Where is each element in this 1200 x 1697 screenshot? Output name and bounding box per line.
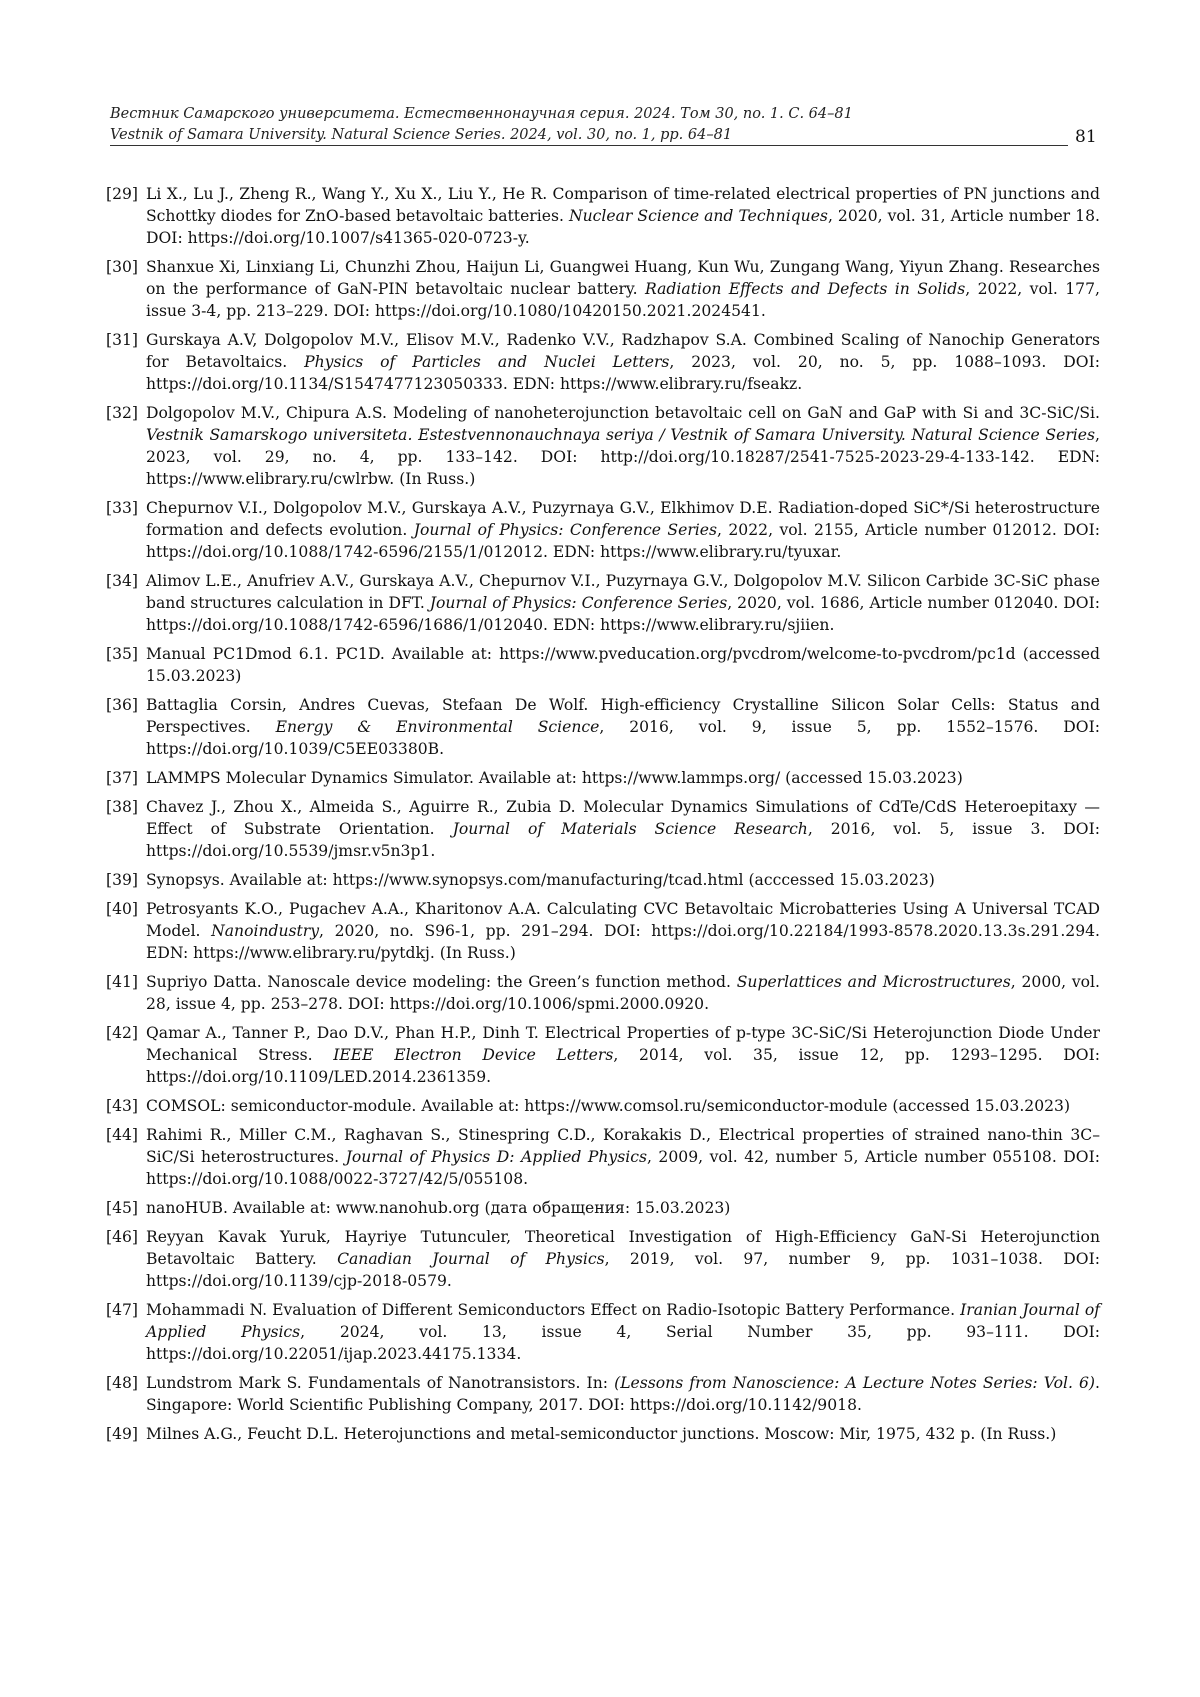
reference-item [106, 402, 1100, 490]
reference-item [106, 643, 1100, 687]
reference-text [146, 971, 1100, 1015]
header-rule [110, 145, 1068, 146]
reference-details: , 2020, vol. 1686, Article number 012040. DOI: https://doi.org/10.1088/1742-6596/1686/1/012040. EDN: https://www.elibrary.ru/sjiien. [146, 594, 1100, 634]
reference-item [106, 694, 1100, 760]
reference-authors-title: Milnes A.G., Feucht D.L. Heterojunctions and metal-semiconductor junctions. Moscow: Mir, 1975, 432 p. (In Russ.) [146, 1425, 1057, 1443]
reference-text [146, 869, 1100, 891]
reference-number: [47] [106, 1301, 139, 1319]
reference-journal: Nuclear Science and Techniques [568, 207, 828, 225]
reference-item [106, 1095, 1100, 1117]
reference-journal: IEEE Electron Device Letters [333, 1046, 614, 1064]
reference-number: [31] [106, 331, 139, 349]
reference-text [146, 570, 1100, 636]
reference-item [106, 898, 1100, 964]
reference-journal: (Lessons from Nanoscience: A Lecture Notes Series: Vol. 6) [614, 1374, 1096, 1392]
reference-details: , 2023, vol. 29, no. 4, pp. 133–142. DOI: http://doi.org/10.18287/2541-7525-2023-29-4-133-142. EDN: https://www.elibrary.ru/cwlrbw. (In Russ.) [146, 426, 1100, 488]
reference-journal: Journal of Physics D: Applied Physics [345, 1148, 647, 1166]
reference-item [106, 1423, 1100, 1445]
reference-authors-title: Shanxue Xi, Linxiang Li, Chunzhi Zhou, Haijun Li, Guangwei Huang, Kun Wu, Zungang Wang, Yiyun Zhang. Researches on the performance of GaN-PIN betavoltaic nuclear battery. [146, 258, 1100, 298]
reference-authors-title: Chepurnov V.I., Dolgopolov M.V., Gurskaya A.V., Puzyrnaya G.V., Elkhimov D.E. Radiation-doped SiC*/Si heterostructure formation and defects evolution. [146, 499, 1100, 539]
reference-number: [45] [106, 1199, 139, 1217]
reference-number: [41] [106, 973, 139, 991]
reference-text [146, 1197, 1100, 1219]
reference-text [146, 898, 1100, 964]
reference-authors-title: Alimov L.E., Anufriev A.V., Gurskaya A.V., Chepurnov V.I., Puzyrnaya G.V., Dolgopolov M.V. Silicon Carbide 3C-SiC phase band structures calculation in DFT. [146, 572, 1100, 612]
reference-authors-title: Rahimi R., Miller C.M., Raghavan S., Stinespring C.D., Korakakis D., Electrical properties of strained nano-thin 3C–SiC/Si heterostructures. [146, 1126, 1100, 1166]
reference-details: , 2016, vol. 9, issue 5, pp. 1552–1576. DOI: https://doi.org/10.1039/C5EE03380B. [146, 718, 1100, 758]
reference-number: [33] [106, 499, 139, 517]
reference-journal: Superlattices and Microstructures [736, 973, 1011, 991]
reference-number: [40] [106, 900, 139, 918]
reference-number: [42] [106, 1024, 139, 1042]
reference-text [146, 497, 1100, 563]
reference-authors-title: Reyyan Kavak Yuruk, Hayriye Tutunculer, Theoretical Investigation of High-Efficiency GaN-Si Heterojunction Betavoltaic Battery. [146, 1228, 1100, 1268]
reference-journal: Radiation Effects and Defects in Solids [645, 280, 966, 298]
reference-item [106, 183, 1100, 249]
reference-number: [37] [106, 769, 139, 787]
reference-number: [44] [106, 1126, 139, 1144]
reference-journal: Iranian Journal of Applied Physics [146, 1301, 1100, 1341]
reference-details: , 2020, vol. 31, Article number 18. DOI: https://doi.org/10.1007/s41365-020-0723-y. [146, 207, 1100, 247]
reference-text [146, 1124, 1100, 1190]
reference-number: [48] [106, 1374, 139, 1392]
reference-number: [43] [106, 1097, 139, 1115]
reference-details: , 2009, vol. 42, number 5, Article number 055108. DOI: https://doi.org/10.1088/0022-3727/42/5/055108. [146, 1148, 1101, 1188]
reference-text [146, 643, 1100, 687]
reference-number: [38] [106, 798, 139, 816]
reference-number: [49] [106, 1425, 139, 1443]
reference-authors-title: Battaglia Corsin, Andres Cuevas, Stefaan De Wolf. High-efficiency Crystalline Silicon Solar Cells: Status and Perspectives. [146, 696, 1100, 736]
reference-number: [35] [106, 645, 139, 663]
reference-details: , 2016, vol. 5, issue 3. DOI: https://doi.org/10.5539/jmsr.v5n3p1. [146, 820, 1101, 860]
reference-authors-title: Synopsys. Available at: https://www.synopsys.com/manufacturing/tcad.html (acccessed 15.03.2023) [146, 871, 935, 889]
reference-details: , 2022, vol. 177, issue 3-4, pp. 213–229. DOI: https://doi.org/10.1080/10420150.2021.2024541. [146, 280, 1100, 320]
reference-text [146, 796, 1100, 862]
reference-number: [34] [106, 572, 139, 590]
reference-journal: Energy & Environmental Science [275, 718, 600, 736]
reference-item [106, 1124, 1100, 1190]
reference-details: , 2022, vol. 2155, Article number 012012. DOI: https://doi.org/10.1088/1742-6596/2155/1/012012. EDN: https://www.elibrary.ru/tyuxar. [146, 521, 1100, 561]
reference-item [106, 1372, 1100, 1416]
reference-item [106, 869, 1100, 891]
reference-authors-title: Petrosyants K.O., Pugachev A.A., Kharitonov A.A. Calculating CVC Betavoltaic Microbatteries Using A Universal TCAD Model. [146, 900, 1100, 940]
reference-text [146, 767, 1100, 789]
reference-text [146, 1226, 1100, 1292]
reference-authors-title: Li X., Lu J., Zheng R., Wang Y., Xu X., Liu Y., He R. Comparison of time-related electrical properties of PN junctions and Schottky diodes for ZnO-based betavoltaic batteries. [146, 185, 1100, 225]
reference-authors-title: Mohammadi N. Evaluation of Different Semiconductors Effect on Radio-Isotopic Battery Performance. [146, 1301, 961, 1319]
reference-item [106, 497, 1100, 563]
reference-journal: Journal of Physics: Conference Series [413, 521, 717, 539]
reference-item [106, 329, 1100, 395]
reference-authors-title: Gurskaya A.V, Dolgopolov M.V., Elisov M.V., Radenko V.V., Radzhapov S.A. Combined Scaling of Nanochip Generators for Betavoltaics. [146, 331, 1100, 371]
reference-details: , 2020, no. S96-1, pp. 291–294. DOI: https://doi.org/10.22184/1993-8578.2020.13.3s.291.294. EDN: https://www.elibrary.ru/pytdkj. (In Russ.) [146, 922, 1101, 962]
running-header-en: Vestnik of Samara University. Natural Science Series. 2024, vol. 30, no. 1, pp. 64–81 [110, 127, 733, 143]
reference-item [106, 796, 1100, 862]
reference-item [106, 1226, 1100, 1292]
reference-journal: Journal of Materials Science Research [452, 820, 808, 838]
reference-item [106, 1197, 1100, 1219]
reference-authors-title: Supriyo Datta. Nanoscale device modeling: the Green’s function method. [146, 973, 737, 991]
page-number: 81 [1075, 127, 1097, 147]
reference-number: [29] [106, 185, 139, 203]
reference-journal: Physics of Particles and Nuclei Letters [304, 353, 670, 371]
reference-text [146, 1423, 1100, 1445]
reference-number: [32] [106, 404, 139, 422]
reference-text [146, 1095, 1100, 1117]
running-header-ru: Вестник Самарского университета. Естественнонаучная серия. 2024. Том 30, no. 1. С. 64–81 [110, 106, 853, 122]
reference-text [146, 329, 1100, 395]
reference-journal: Vestnik Samarskogo universiteta. Estestvennonauchnaya seriya / Vestnik of Samara University. Natural Science Series [146, 426, 1096, 444]
reference-details: , 2014, vol. 35, issue 12, pp. 1293–1295. DOI: https://doi.org/10.1109/LED.2014.2361359. [146, 1046, 1100, 1086]
reference-number: [46] [106, 1228, 139, 1246]
reference-text [146, 183, 1100, 249]
reference-authors-title: COMSOL: semiconductor-module. Available at: https://www.comsol.ru/semiconductor-module (accessed 15.03.2023) [146, 1097, 1071, 1115]
reference-text [146, 1022, 1100, 1088]
reference-journal: Nanoindustry [211, 922, 320, 940]
reference-journal: Journal of Physics: Conference Series [429, 594, 728, 612]
reference-text [146, 1372, 1100, 1416]
reference-list [106, 183, 1100, 1452]
reference-details: , 2024, vol. 13, issue 4, Serial Number 35, pp. 93–111. DOI: https://doi.org/10.22051/ijap.2023.44175.1334. [146, 1323, 1100, 1363]
reference-details: , 2019, vol. 97, number 9, pp. 1031–1038. DOI: https://doi.org/10.1139/cjp-2018-0579. [146, 1250, 1100, 1290]
reference-authors-title: Qamar A., Tanner P., Dao D.V., Phan H.P., Dinh T. Electrical Properties of p-type 3C-SiC/Si Heterojunction Diode Under Mechanical Stress. [146, 1024, 1100, 1064]
running-header [110, 104, 1100, 146]
reference-item [106, 256, 1100, 322]
reference-text [146, 694, 1100, 760]
reference-item [106, 570, 1100, 636]
reference-details: , 2000, vol. 28, issue 4, pp. 253–278. DOI: https://doi.org/10.1006/spmi.2000.0920. [146, 973, 1101, 1013]
reference-details: , 2023, vol. 20, no. 5, pp. 1088–1093. DOI: https://doi.org/10.1134/S1547477123050333. EDN: https://www.elibrary.ru/fseakz. [146, 353, 1100, 393]
reference-authors-title: LAMMPS Molecular Dynamics Simulator. Available at: https://www.lammps.org/ (accessed 15.03.2023) [146, 769, 963, 787]
reference-item [106, 971, 1100, 1015]
reference-text [146, 402, 1100, 490]
reference-number: [36] [106, 696, 139, 714]
reference-item [106, 767, 1100, 789]
reference-authors-title: Lundstrom Mark S. Fundamentals of Nanotransistors. In: [146, 1374, 615, 1392]
reference-number: [30] [106, 258, 139, 276]
reference-details: . Singapore: World Scientific Publishing Company, 2017. DOI: https://doi.org/10.1142/9018. [146, 1374, 1100, 1414]
reference-text [146, 256, 1100, 322]
reference-item [106, 1022, 1100, 1088]
reference-item [106, 1299, 1100, 1365]
reference-authors-title: Dolgopolov M.V., Chipura A.S. Modeling of nanoheterojunction betavoltaic cell on GaN and GaP with Si and 3C-SiC/Si. [146, 404, 1100, 422]
reference-authors-title: nanoHUB. Available at: www.nanohub.org (дата обращения: 15.03.2023) [146, 1199, 731, 1217]
reference-authors-title: Chavez J., Zhou X., Almeida S., Aguirre R., Zubia D. Molecular Dynamics Simulations of CdTe/CdS Heteroepitaxy — Effect of Substrate Orientation. [146, 798, 1100, 838]
reference-authors-title: Manual PC1Dmod 6.1. PC1D. Available at: https://www.pveducation.org/pvcdrom/welcome-to-pvcdrom/pc1d (accessed 15.03.2023) [146, 645, 1100, 685]
reference-text [146, 1299, 1100, 1365]
reference-journal: Canadian Journal of Physics [337, 1250, 605, 1268]
reference-number: [39] [106, 871, 139, 889]
